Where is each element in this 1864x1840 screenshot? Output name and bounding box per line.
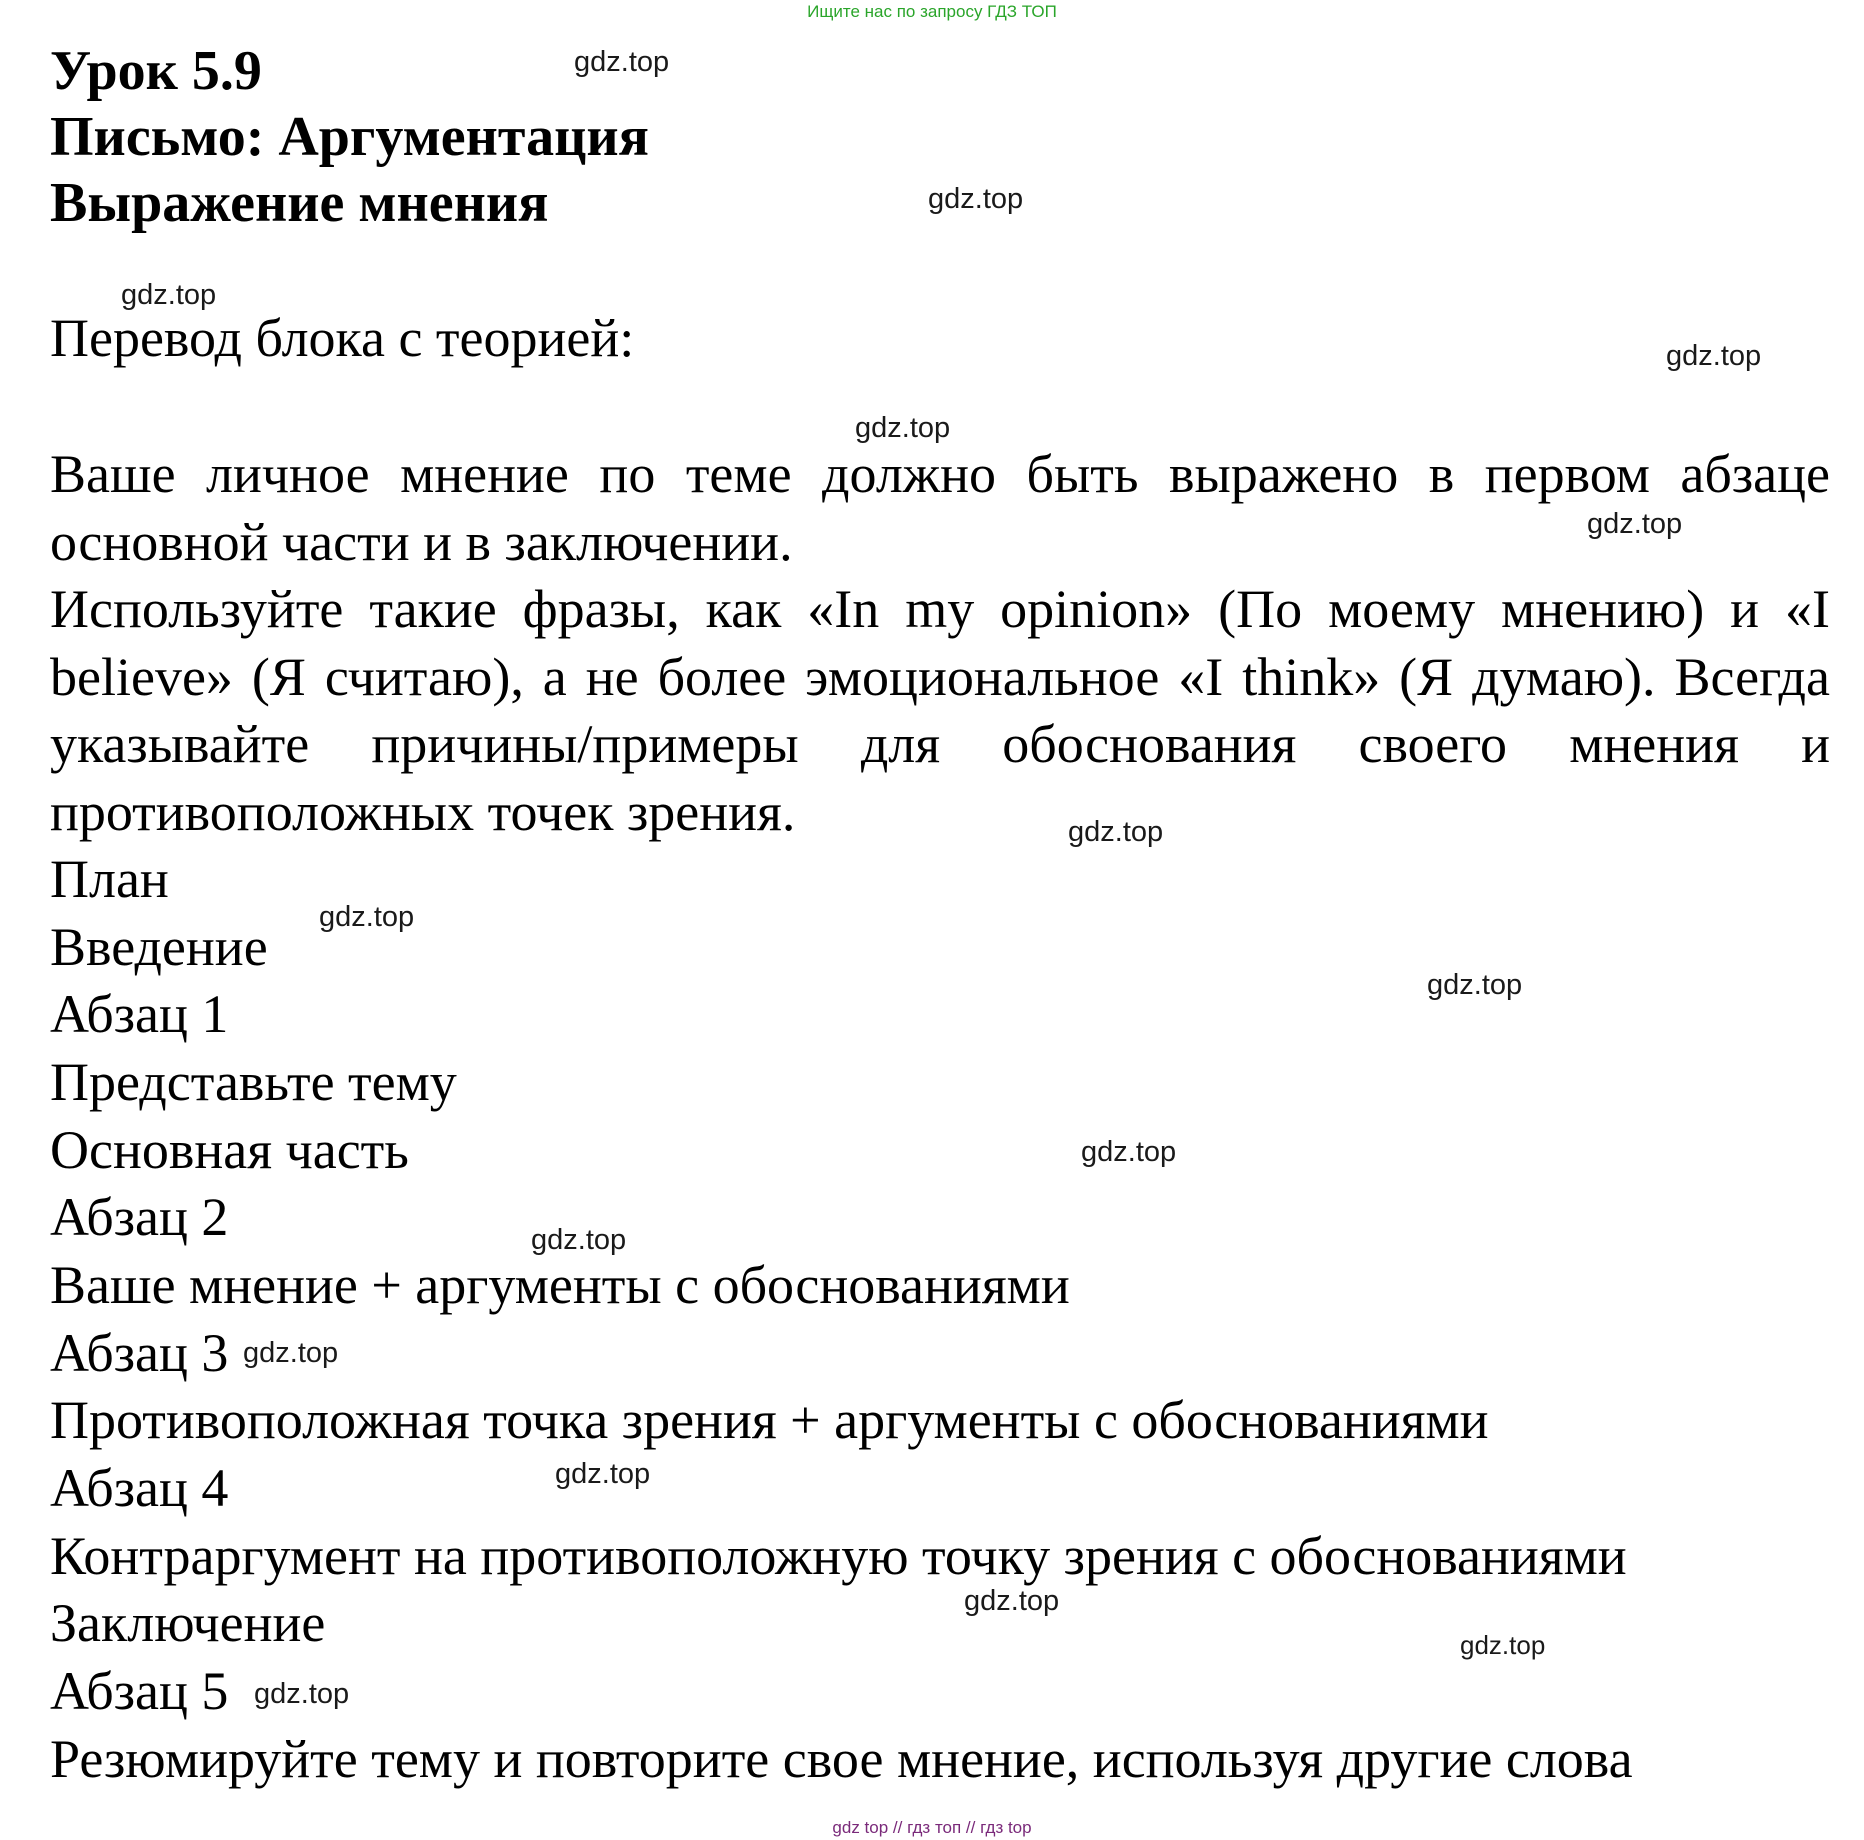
plan-heading: План — [50, 849, 169, 909]
header-banner: Ищите нас по запросу ГДЗ ТОП — [807, 2, 1057, 21]
plan-line: Введение — [50, 917, 268, 977]
watermark: gdz.top — [1081, 1136, 1177, 1168]
paragraph-opinion-placement: Ваше личное мнение по теме должно быть выражено в первом абзаце основной части и в заключении. — [50, 444, 1830, 572]
watermark: gdz.top — [1666, 340, 1762, 372]
plan-line: Абзац 1 — [50, 984, 229, 1044]
plan-line: Контраргумент на противоположную точку зрения с обоснованиями — [50, 1526, 1627, 1586]
plan-line: Резюмируйте тему и повторите свое мнение, используя другие слова — [50, 1729, 1633, 1789]
plan-line: Абзац 3 — [50, 1323, 229, 1383]
watermark: gdz.top — [243, 1337, 339, 1369]
watermark: gdz.top — [1427, 969, 1523, 1001]
paragraph-phrases-advice: Используйте такие фразы, как «In my opinion» (По моему мнению) и «I believe» (Я считаю), а не более эмоциональное «I think» (Я думаю). Всегда указывайте причины/примеры для обоснования своего мнения и противоположных точек зрения. — [50, 579, 1830, 842]
plan-line: Абзац 2 — [50, 1187, 229, 1247]
watermark: gdz.top — [855, 412, 951, 444]
plan-line: Основная часть — [50, 1120, 409, 1180]
watermark: gdz.top — [531, 1224, 627, 1256]
lesson-title: Урок 5.9 — [50, 40, 262, 102]
footer-banner: gdz top // гдз топ // гдз top — [832, 1818, 1032, 1837]
watermark: gdz.top — [319, 901, 415, 933]
plan-line: Противоположная точка зрения + аргументы с обоснованиями — [50, 1390, 1489, 1450]
plan-line: Абзац 4 — [50, 1458, 229, 1518]
watermark: gdz.top — [1460, 1630, 1546, 1660]
intro-text: Перевод блока с теорией: — [50, 308, 635, 368]
subtopic-title: Выражение мнения — [50, 172, 549, 234]
plan-line: Заключение — [50, 1593, 326, 1653]
topic-title: Письмо: Аргументация — [50, 106, 649, 168]
watermark: gdz.top — [1587, 508, 1683, 540]
plan-line: Ваше мнение + аргументы с обоснованиями — [50, 1255, 1070, 1315]
watermark: gdz.top — [555, 1458, 651, 1490]
watermark: gdz.top — [964, 1585, 1060, 1617]
watermark: gdz.top — [254, 1678, 350, 1710]
watermark: gdz.top — [928, 183, 1024, 215]
watermark: gdz.top — [121, 279, 217, 311]
watermark: gdz.top — [574, 46, 670, 78]
watermark: gdz.top — [1068, 816, 1164, 848]
plan-line: Абзац 5 — [50, 1661, 229, 1721]
plan-line: Представьте тему — [50, 1052, 457, 1112]
